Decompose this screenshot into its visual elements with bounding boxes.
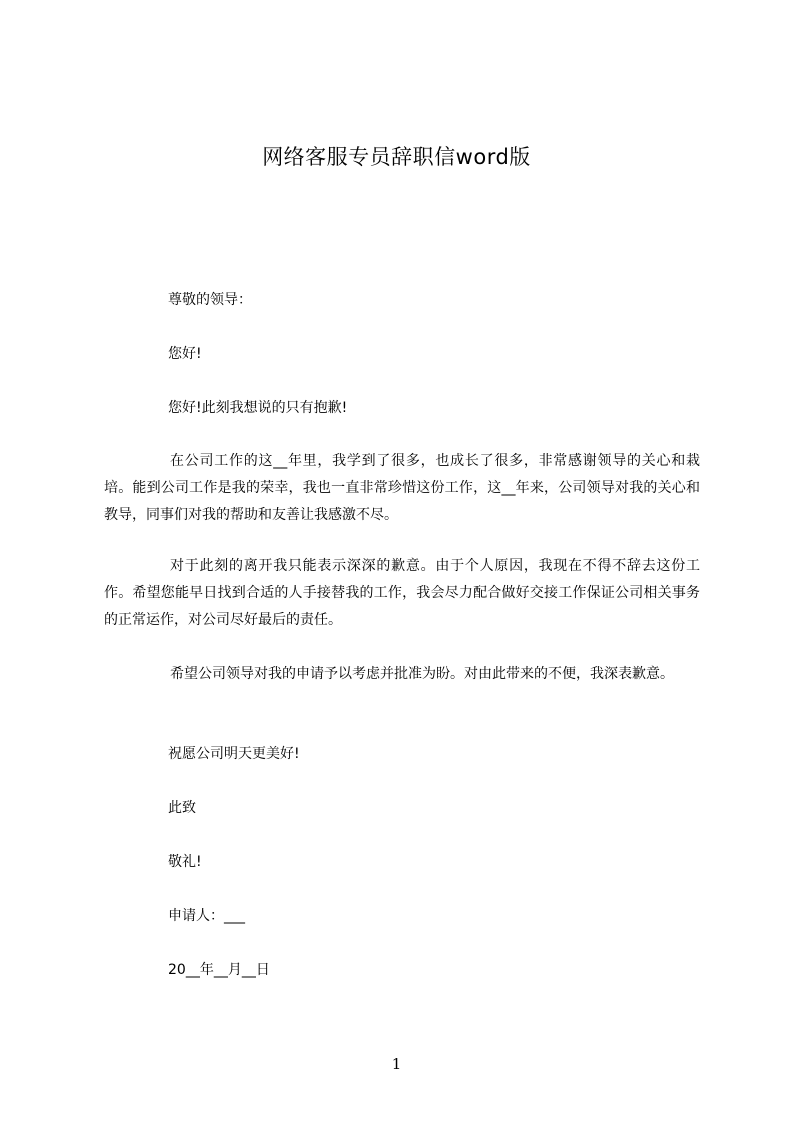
greeting: 您好!	[168, 346, 202, 362]
closing-line-1: 此致	[168, 800, 196, 816]
date-line: 20__年__月__日	[168, 962, 270, 978]
body-paragraph-1: 在公司工作的这__年里，我学到了很多，也成长了很多，非常感谢领导的关心和栽培。能到公司工作是我的荣幸，我也一直非常珍惜这份工作，这__年来，公司领导对我的关心和教导，同事们对我的帮助和友善让我感激不尽。	[104, 453, 700, 523]
body-paragraph-3: 希望公司领导对我的申请予以考虑并批准为盼。对由此带来的不便，我深表歉意。	[170, 666, 674, 682]
salutation: 尊敬的领导：	[168, 292, 252, 308]
document-title: 网络客服专员辞职信word版	[262, 145, 531, 169]
page-number: 1	[391, 1055, 402, 1073]
closing-line-2: 敬礼!	[168, 854, 202, 870]
body-paragraph-2: 对于此刻的离开我只能表示深深的歉意。由于个人原因，我现在不得不辞去这份工作。希望您能早日找到合适的人手接替我的工作，我会尽力配合做好交接工作保证公司相关事务的正常运作，对公司尽好最后的责任。	[104, 558, 700, 628]
wishes-line: 祝愿公司明天更美好!	[168, 746, 300, 762]
opening-line: 您好!此刻我想说的只有抱歉!	[168, 400, 348, 416]
applicant-line: 申请人：___	[168, 908, 245, 924]
